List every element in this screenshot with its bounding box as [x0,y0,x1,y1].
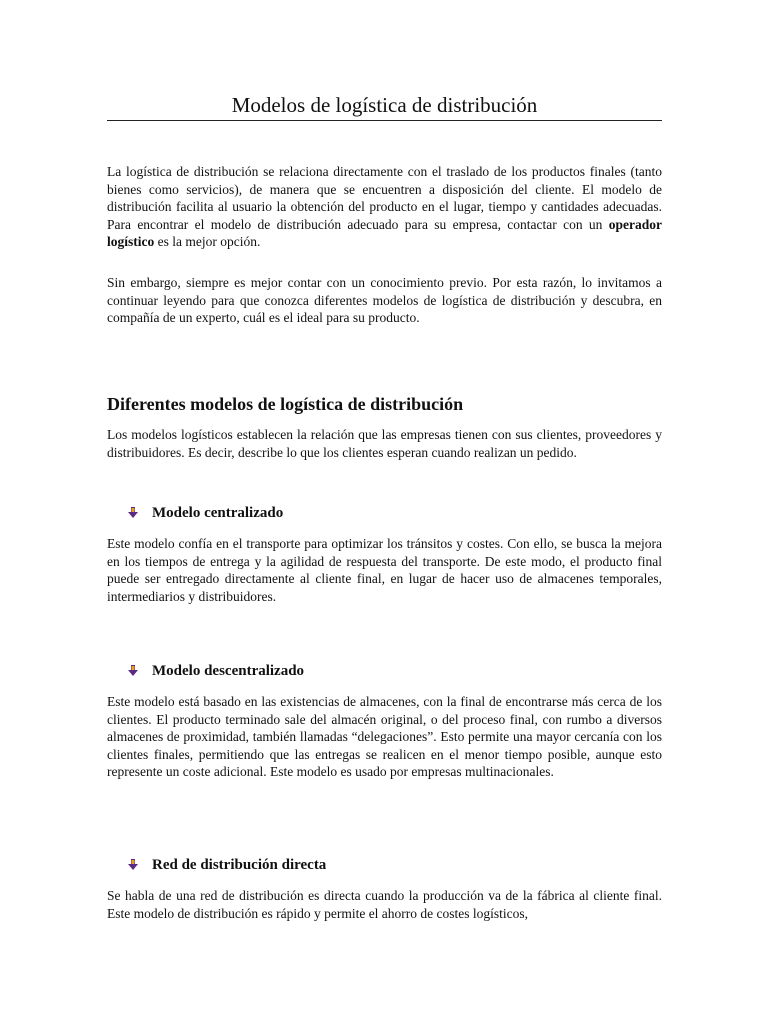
arrow-bullet-icon [127,665,139,677]
intro-text-start: La logística de distribución se relaciona directamente con el traslado de los productos finales (tanto bienes como servicios), de manera que se encuentren a disposición del cliente. El modelo de distribución facilita al usuario la obtención del producto en el lugar, tiempo y cantidades adecuadas. Para encontrar el modelo de distribución adecuado para su empresa, contactar con un [107,164,662,232]
model-heading-descentralizado [127,661,304,681]
model-heading-label: Modelo centralizado [152,505,284,521]
model-text-descentralizado: Este modelo está basado en las existencias de almacenes, con la final de encontrarse más cerca de los clientes. El producto terminado sale del almacén original, o del proceso final, con rumbo a diversos almacenes de proximidad, también llamadas “delegaciones”. Esto permite una mayor cercanía con los clientes finales, permitiendo que las entregas se realicen en el menor tiempo posible, aunque esto represente un coste adicional. Este modelo es usado por empresas multinacionales. [107,694,662,780]
model-text-red-directa: Se habla de una red de distribución es directa cuando la producción va de la fábrica al cliente final. Este modelo de distribución es rápido y permite el ahorro de costes logísticos, [107,888,662,921]
arrow-bullet-icon [127,507,139,519]
model-heading-label: Modelo descentralizado [152,663,305,679]
intro-paragraph-2: Sin embargo, siempre es mejor contar con un conocimiento previo. Por esta razón, lo invitamos a continuar leyendo para que conozca diferentes modelos de logística de distribución y descubra, en compañía de un experto, cuál es el ideal para su producto. [107,275,662,326]
model-heading-red-directa [127,855,326,875]
title-underline [107,120,662,121]
section-heading: Diferentes modelos de logística de distribución [107,394,464,414]
arrow-bullet-icon [127,859,139,871]
operador-logistico-bold: operador logístico [107,216,662,250]
document-title: Modelos de logística de distribución [231,93,538,117]
intro-text-end: es la mejor opción. [154,234,261,250]
model-heading-centralizado [127,503,283,523]
model-text-centralizado: Este modelo confía en el transporte para optimizar los tránsitos y costes. Con ello, se busca la mejora en los tiempos de entrega y la agilidad de respuesta del transporte. De este modo, el producto final puede ser entregado directamente al cliente final, en lugar de hacer uso de almacenes temporales, intermediarios y distribuidores. [107,536,662,604]
section-intro-paragraph: Los modelos logísticos establecen la relación que las empresas tienen con sus clientes, proveedores y distribuidores. Es decir, describe lo que los clientes esperan cuando realizan un pedido. [107,427,662,460]
model-heading-label: Red de distribución directa [152,857,327,873]
intro-paragraph-1 [107,163,662,251]
